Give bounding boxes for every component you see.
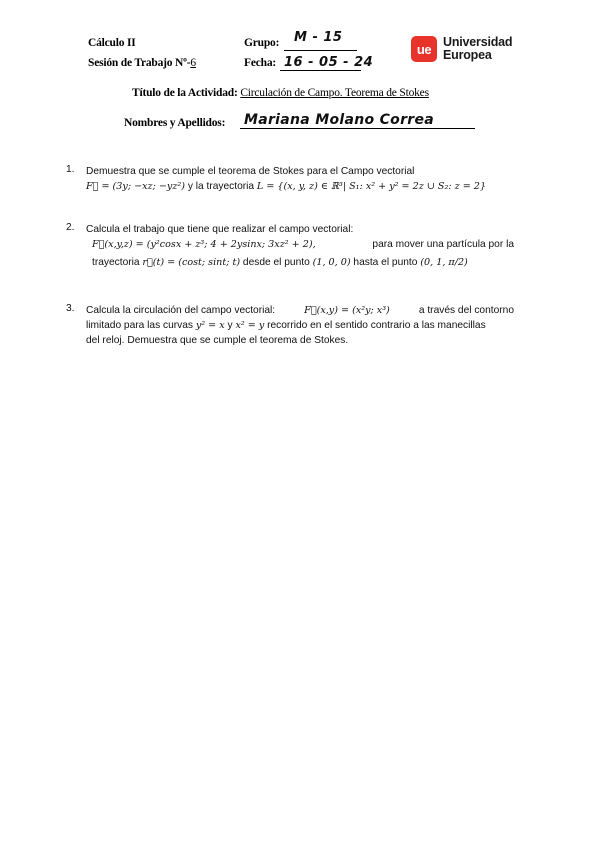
- question-3-curve-2: x² = y: [235, 320, 265, 331]
- question-1-path: L = {(x, y, z) ∈ ℝ³| S₁: x² + y² = 2z ∪ S₂: z = 2}: [256, 181, 487, 192]
- date-underline: [280, 70, 361, 71]
- question-3: [86, 303, 514, 348]
- question-3-text-e: recorrido en el sentido contrario a las manecillas: [264, 320, 486, 331]
- group-label: Grupo:: [244, 37, 280, 49]
- session-number: 6: [190, 57, 196, 69]
- question-1-number: 1.: [66, 164, 75, 175]
- question-2-line-3: [86, 255, 514, 270]
- question-2-line-1: Calcula el trabajo que tiene que realizar el campo vectorial:: [86, 224, 354, 235]
- course-label: Cálculo II: [88, 37, 136, 49]
- question-2-number: 2.: [66, 222, 75, 233]
- question-3-field: F⃗(x,y) = (x²y; x³): [304, 305, 390, 316]
- logo-mark-text: ue: [416, 41, 432, 57]
- names-underline: [240, 128, 475, 129]
- logo-mark-icon: [411, 36, 437, 62]
- activity-title-value: Circulación de Campo. Teorema de Stokes: [240, 87, 429, 99]
- question-3-text-a: Calcula la circulación del campo vectorial:: [86, 305, 276, 316]
- activity-title: [132, 87, 429, 99]
- university-logo: [411, 36, 512, 62]
- question-2-trajectory: r⃗(t) = (cost; sint; t): [142, 257, 241, 268]
- session-label-text: Sesión de Trabajo Nº-: [88, 57, 191, 69]
- question-3-text-b: a través del contorno: [418, 305, 514, 316]
- question-2-text-c: hasta el punto: [350, 257, 421, 268]
- logo-line-2: Europea: [443, 48, 492, 62]
- activity-title-label: Título de la Actividad:: [132, 87, 238, 99]
- question-3-text-c: limitado para las curvas: [86, 320, 196, 331]
- question-2-text: para mover una partícula por la: [372, 239, 514, 250]
- question-1-line-1: Demuestra que se cumple el teorema de Stokes para el Campo vectorial: [86, 166, 415, 177]
- question-2-point-a: (1, 0, 0): [312, 257, 351, 268]
- question-3-curve-1: y² = x: [195, 320, 225, 331]
- date-label: Fecha:: [244, 57, 277, 69]
- question-3-text-d: y: [224, 320, 236, 331]
- names-label: Nombres y Apellidos:: [124, 117, 226, 129]
- question-2-field: F⃗(x,y,z) = (y²cosx + z³; 4 + 2ysinx; 3xz² + 2),: [92, 239, 316, 250]
- question-3-line-2: [86, 318, 514, 333]
- question-1-line-2: [86, 179, 516, 194]
- question-2-text-a: trayectoria: [92, 257, 143, 268]
- question-1-field: F⃗ = (3y; −xz; −yz²): [86, 181, 185, 192]
- date-value: 16 - 05 - 24: [284, 55, 374, 70]
- question-2-point-b: (0, 1, π/2): [420, 257, 468, 268]
- question-2-text-b: desde el punto: [240, 257, 313, 268]
- question-3-line-1: [86, 303, 514, 318]
- question-3-number: 3.: [66, 303, 75, 314]
- names-value: Mariana Molano Correa: [244, 112, 435, 128]
- group-underline: [284, 50, 357, 51]
- group-value: M - 15: [294, 30, 343, 45]
- question-3-line-3: del reloj. Demuestra que se cumple el teorema de Stokes.: [86, 335, 349, 346]
- session-label: [88, 57, 196, 69]
- question-1-text: y la trayectoria: [185, 181, 257, 192]
- question-2: [86, 222, 514, 270]
- question-2-line-2: [86, 237, 514, 252]
- logo-line-1: Universidad: [443, 35, 513, 49]
- logo-wordmark: [443, 36, 512, 62]
- question-1: [86, 164, 516, 194]
